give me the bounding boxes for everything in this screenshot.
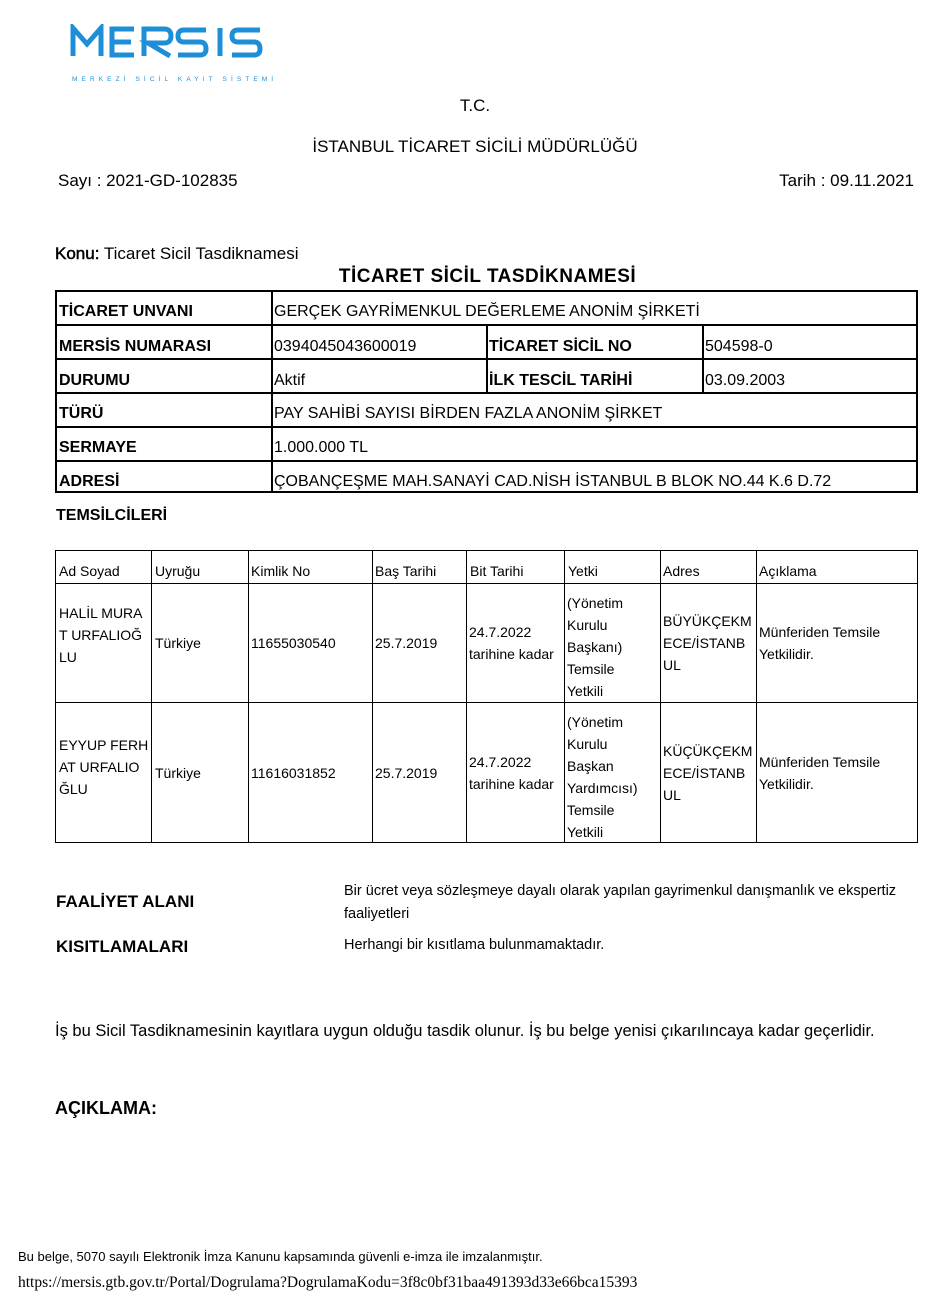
representative-name: HALİL MURAT URFALIOĞLU xyxy=(59,605,143,665)
representative-nationality xyxy=(155,703,247,843)
start-date-text: 25.7.2019 xyxy=(375,765,438,781)
status-label: DURUMU xyxy=(59,372,131,389)
column-header: Baş Tarihi xyxy=(375,563,437,579)
column-divider xyxy=(372,551,373,842)
capital-value: 1.000.000 TL xyxy=(274,439,369,456)
address-text: BÜYÜKÇEKMECE/İSTANBUL xyxy=(663,613,752,673)
trade-name-value: GERÇEK GAYRİMENKUL DEĞERLEME ANONİM ŞİRKETİ xyxy=(274,303,700,320)
document-number: Sayı : 2021-GD-102835 xyxy=(58,171,238,190)
office-header: İSTANBUL TİCARET SİCİLİ MÜDÜRLÜĞÜ xyxy=(312,137,638,156)
representative-id xyxy=(251,703,369,843)
representative-address xyxy=(663,703,753,843)
capital-label: SERMAYE xyxy=(59,439,137,456)
activity-area-label: FAALİYET ALANI xyxy=(56,892,195,911)
column-header: Uyruğu xyxy=(155,563,201,579)
column-header: Yetki xyxy=(568,563,598,579)
note-text: Münferiden Temsile Yetkilidir. xyxy=(759,754,881,792)
column-header: Ad Soyad xyxy=(59,563,120,579)
column-divider xyxy=(702,325,704,392)
representatives-table xyxy=(55,550,918,843)
first-registration-date-value: 03.09.2003 xyxy=(705,372,786,389)
first-registration-date-label: İLK TESCİL TARİHİ xyxy=(489,372,633,389)
representative-end-date xyxy=(469,584,563,702)
row-divider xyxy=(57,392,916,394)
column-header: Kimlik No xyxy=(251,563,311,579)
start-date-text: 25.7.2019 xyxy=(375,635,438,651)
certification-statement: İş bu Sicil Tasdiknamesinin kayıtlara uygun olduğu tasdik olunur. İş bu belge yenisi çıkarılıncaya kadar geçerlidir. xyxy=(55,1022,875,1040)
document-date: Tarih : 09.11.2021 xyxy=(779,171,914,190)
column-divider xyxy=(756,551,757,842)
nationality-text: Türkiye xyxy=(155,635,201,651)
end-date-text: 24.7.2022 tarihine kadar xyxy=(469,624,554,662)
address-value: ÇOBANÇEŞME MAH.SANAYİ CAD.NİSH İSTANBUL B BLOK NO.44 K.6 D.72 xyxy=(274,473,832,490)
verification-url: https://mersis.gtb.gov.tr/Portal/Dogrulama?DogrulamaKodu=3f8c0bf31baa491393d33e66bca15393 xyxy=(18,1274,638,1291)
subject-label: Konu: xyxy=(55,244,100,263)
note-text: Münferiden Temsile Yetkilidir. xyxy=(759,624,881,662)
representative-start-date xyxy=(375,584,463,702)
end-date-text: 24.7.2022 tarihine kadar xyxy=(469,754,554,792)
representative-note xyxy=(759,584,915,702)
mersis-wordmark-graphic xyxy=(70,24,280,58)
representative-authority: (Yönetim Kurulu Başkanı) Temsile Yetkili xyxy=(567,595,624,699)
column-divider xyxy=(466,551,467,842)
representative-start-date xyxy=(375,703,463,843)
column-divider xyxy=(271,292,273,493)
restrictions-label: KISITLAMALARI xyxy=(56,937,189,956)
esignature-note: Bu belge, 5070 sayılı Elektronik İmza Kanunu kapsamında güvenli e-imza ile imzalanmıştır. xyxy=(18,1249,543,1264)
column-divider xyxy=(660,551,661,842)
nationality-text: Türkiye xyxy=(155,765,201,781)
id-text: 11655030540 xyxy=(251,635,336,651)
subject-value: Ticaret Sicil Tasdiknamesi xyxy=(103,244,299,263)
column-divider xyxy=(248,551,249,842)
type-label: TÜRÜ xyxy=(59,405,104,422)
address-label: ADRESİ xyxy=(59,473,120,490)
row-divider xyxy=(57,426,916,428)
status-value: Aktif xyxy=(274,372,306,389)
mersis-number-label: MERSİS NUMARASI xyxy=(59,338,212,355)
column-header: Adres xyxy=(663,563,700,579)
column-divider xyxy=(151,551,152,842)
column-divider xyxy=(486,325,488,392)
address-text: KÜÇÜKÇEKMECE/İSTANBUL xyxy=(663,743,753,803)
representative-nationality xyxy=(155,584,247,702)
representative-address xyxy=(663,584,753,702)
representative-end-date xyxy=(469,703,563,843)
document-title: TİCARET SİCİL TASDİKNAMESİ xyxy=(338,266,637,287)
mersis-number-value: 0394045043600019 xyxy=(274,338,417,355)
trade-name-label: TİCARET UNVANI xyxy=(59,303,193,320)
trade-registry-number-value: 504598-0 xyxy=(705,338,773,355)
type-value: PAY SAHİBİ SAYISI BİRDEN FAZLA ANONİM ŞİRKET xyxy=(274,405,663,422)
mersis-logo xyxy=(70,24,280,83)
representative-name: EYYUP FERHAT URFALIOĞLU xyxy=(59,737,149,797)
trade-registry-number-label: TİCARET SİCİL NO xyxy=(489,338,632,355)
country-header: T.C. xyxy=(459,96,491,115)
id-text: 11616031852 xyxy=(251,765,336,781)
explanation-label: AÇIKLAMA: xyxy=(55,1098,157,1118)
subject-line xyxy=(55,244,298,264)
column-header: Bit Tarihi xyxy=(470,563,524,579)
activity-area-value: Bir ücret veya sözleşmeye dayalı olarak yapılan gayrimenkul danışmanlık ve ekspertiz faaliyetleri xyxy=(344,883,897,922)
row-divider xyxy=(57,460,916,462)
column-header: Açıklama xyxy=(759,563,817,579)
representative-authority: (Yönetim Kurulu Başkan Yardımcısı) Temsile Yetkili xyxy=(567,714,638,840)
representative-id xyxy=(251,584,369,702)
representatives-title: TEMSİLCİLERİ xyxy=(56,507,168,524)
company-info-table xyxy=(55,290,918,493)
representative-note xyxy=(759,703,915,843)
restrictions-value: Herhangi bir kısıtlama bulunmamaktadır. xyxy=(344,937,605,953)
logo-subtitle: MERKEZİ SİCİL KAYIT SİSTEMİ xyxy=(72,76,278,83)
column-divider xyxy=(564,551,565,842)
